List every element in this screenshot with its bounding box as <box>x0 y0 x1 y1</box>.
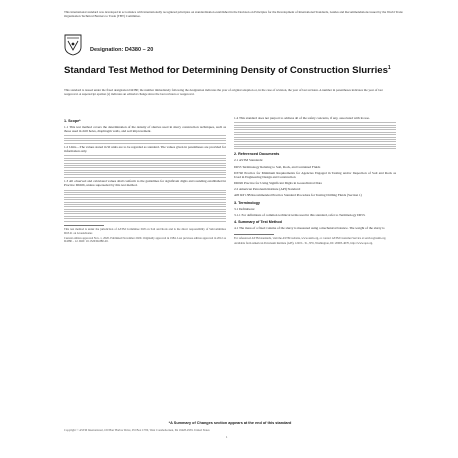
text-line <box>64 211 226 212</box>
text-line <box>64 143 226 144</box>
text-line <box>234 125 396 126</box>
text-line <box>64 155 226 156</box>
text-line <box>64 158 226 159</box>
text-line <box>234 137 396 138</box>
text-line <box>64 199 226 200</box>
scope-1-2: 1.2 Units—The values stated in SI units are to be regarded as standard. The values given in parentheses are provided for information only. <box>64 145 226 154</box>
ref-d6026: D6026 Practice for Using Significant Digits in Geotechnical Data <box>234 181 322 186</box>
title-text: Standard Test Method for Determining Density of Construction Slurries <box>64 65 388 77</box>
text-line <box>234 146 396 147</box>
text-line <box>64 167 226 168</box>
text-line <box>64 170 226 171</box>
left-column <box>64 116 226 245</box>
text-line <box>234 141 396 142</box>
text-line <box>234 127 396 128</box>
text-line <box>64 216 226 217</box>
footnote-1: This test method is under the jurisdiction of ASTM Committee D18 on Soil and Rock and is the direct responsibility of Subcommittee D18.21 on Groundwater. <box>64 227 226 235</box>
designation: Designation: D4380 – 20 <box>90 47 154 53</box>
text-line <box>64 172 226 173</box>
scope-1-3: 1.3 All observed and calculated values shall conform to the guidelines for significant digits and rounding established in Practice D6026, unless superseded by this test method. <box>64 179 226 188</box>
text-line <box>64 135 226 136</box>
ref-d3740: D3740 Practice for Minimum Requirements for Agencies Engaged in Testing and/or Inspection of Soil and Rock as Used in Engineering Design and Construction <box>234 170 396 179</box>
text-line <box>64 221 226 222</box>
scope-1-1: 1.1 This test method covers the determination of the density of slurries used in slurry construction techniques, such as those used in drill holes, diaphragm walls, and soil improvement. <box>64 125 226 134</box>
text-line <box>234 134 396 135</box>
footnote-3: For referenced ASTM standards, visit the ASTM website, www.astm.org, or contact ASTM Customer Service at service@astm.org. <box>234 235 387 240</box>
text-line <box>64 174 226 175</box>
ref-api: API RP 13B Recommended Practice Standard Procedure for Testing Drilling Fluids (Section 1) <box>234 193 362 198</box>
copyright-line: Copyright © ASTM International, 100 Barr Harbor Drive, PO Box C700, West Conshohocken, PA 19428-2959. United States <box>64 428 210 432</box>
text-line <box>64 209 226 210</box>
footnote-2: Current edition approved Nov. 1, 2020. Published November 2020. Originally approved in 1984. Last previous edition approved in 2012 as D4380 – 12. DOI: 10.1520/D4380-20. <box>64 235 226 244</box>
standard-intro: This standard is issued under the fixed designation D4380; the number immediately following the designation indicates the year of original adoption or, in the case of revision, the year of last revision. A number in parentheses indicates the year of last reapproval. A superscript epsilon (ε) indicates an editorial change since the last revision or reapproval. <box>64 88 383 96</box>
terminology-3-1: 3.1 Definitions: <box>234 206 255 211</box>
terminology-heading: 3. Terminology <box>234 200 260 205</box>
page-number: 1 <box>226 435 228 439</box>
text-line <box>234 148 396 149</box>
referenced-2-1: 2.1 ASTM Standards: <box>234 158 264 163</box>
text-line <box>234 129 396 130</box>
ref-api-heading: 2.2 American Petroleum Institute (API) Standard: <box>234 187 301 192</box>
text-line <box>64 190 226 191</box>
summary-of-changes-note: *A Summary of Changes section appears at the end of this standard <box>168 421 292 425</box>
title-footnote-mark: 1 <box>387 65 391 71</box>
text-line <box>234 122 396 123</box>
text-line <box>64 213 226 214</box>
astm-logo-icon <box>64 34 82 56</box>
text-line <box>64 218 226 219</box>
text-line <box>64 206 226 207</box>
text-line <box>64 138 226 139</box>
text-line <box>234 132 396 133</box>
text-line <box>64 177 226 178</box>
ref-d653: D653 Terminology Relating to Soil, Rock, and Contained Fluids <box>234 164 321 169</box>
summary-4-1: 4.1 The mass of a fixed volume of the slurry is measured using a mechanical balance. The weight of the slurry is <box>234 226 385 231</box>
text-line <box>64 163 226 164</box>
text-line <box>64 165 226 166</box>
footnote-divider <box>64 225 104 226</box>
footnote-divider <box>234 234 274 235</box>
text-line <box>64 140 226 141</box>
summary-heading: 4. Summary of Test Method <box>234 219 282 224</box>
referenced-documents-heading: 2. Referenced Documents <box>234 152 280 157</box>
scope-1-4: 1.4 This standard does not purport to address all of the safety concerns, if any, associated with its use. <box>234 116 370 120</box>
text-line <box>64 160 226 161</box>
text-line <box>234 144 396 145</box>
text-line <box>234 139 396 140</box>
footnote-4: Available from American Petroleum Institute (API), 1220 L. St., NW, Washington, DC 20005-4070, http://www.api.org. <box>234 240 373 245</box>
scope-heading: 1. Scope* <box>64 119 81 123</box>
text-line <box>64 204 226 205</box>
text-line <box>64 197 226 198</box>
wto-notice: This international standard was developed in accordance with internationally recognized principles on standardization established in the Decision on Principles for the Development of International Standards, Guides and Recommendations issued by the World Trade Organization Technical Barriers to Trade (TBT) Committee. <box>64 10 403 18</box>
text-line <box>64 202 226 203</box>
text-line <box>64 194 226 195</box>
standard-title <box>64 63 394 76</box>
right-column <box>234 116 396 247</box>
text-line <box>64 192 226 193</box>
terminology-3-1-1: 3.1.1 For definitions of common technical terms used in this standard, refer to Terminology D653. <box>234 212 366 217</box>
